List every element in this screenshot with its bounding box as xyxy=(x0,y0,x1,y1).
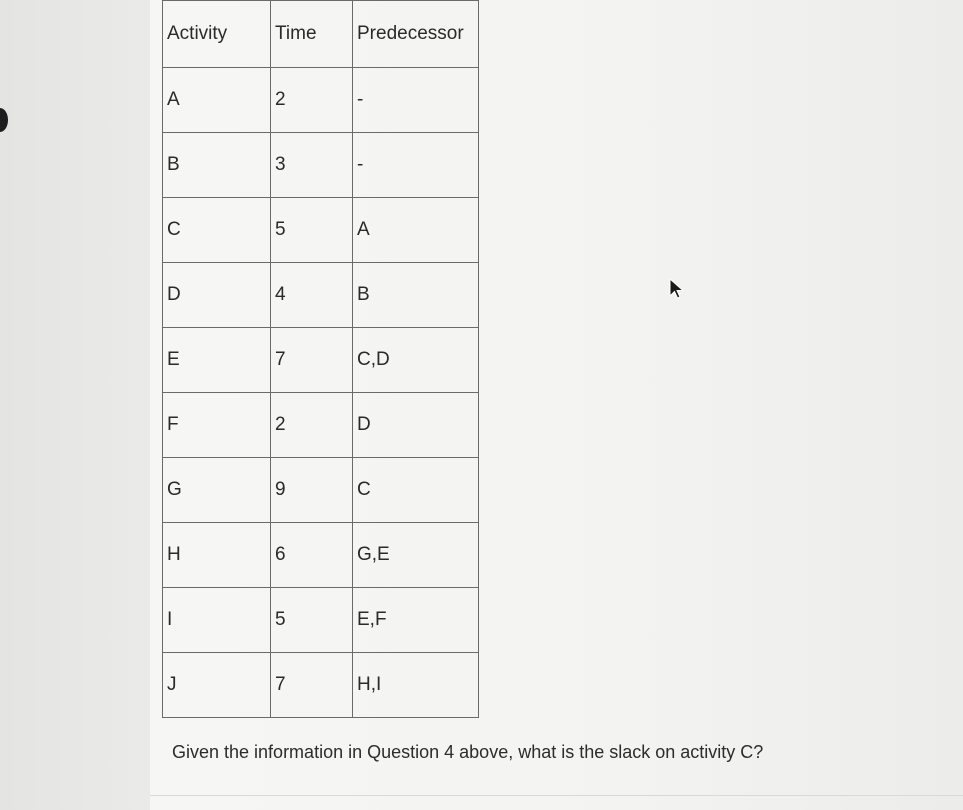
cell-predecessor: H,I xyxy=(353,653,479,718)
cell-predecessor: B xyxy=(353,263,479,328)
cell-time: 9 xyxy=(271,458,353,523)
table-row xyxy=(163,263,479,328)
table-row xyxy=(163,458,479,523)
side-marker-dot xyxy=(0,108,8,132)
cell-time: 3 xyxy=(271,133,353,198)
mouse-pointer-icon xyxy=(668,278,686,300)
cell-activity: D xyxy=(163,263,271,328)
cell-time: 2 xyxy=(271,393,353,458)
table-row xyxy=(163,523,479,588)
cell-predecessor: - xyxy=(353,133,479,198)
cell-activity: J xyxy=(163,653,271,718)
cell-predecessor: C,D xyxy=(353,328,479,393)
table-row xyxy=(163,328,479,393)
header-predecessor: Predecessor xyxy=(353,1,479,68)
cell-time: 4 xyxy=(271,263,353,328)
table-row xyxy=(163,588,479,653)
cell-activity: G xyxy=(163,458,271,523)
activity-table xyxy=(162,0,479,718)
cell-time: 6 xyxy=(271,523,353,588)
cell-activity: H xyxy=(163,523,271,588)
cell-activity: C xyxy=(163,198,271,263)
cell-activity: F xyxy=(163,393,271,458)
table-row xyxy=(163,133,479,198)
cell-time: 2 xyxy=(271,68,353,133)
cell-predecessor: G,E xyxy=(353,523,479,588)
table-row xyxy=(163,653,479,718)
cell-activity: E xyxy=(163,328,271,393)
cell-activity: A xyxy=(163,68,271,133)
table-row xyxy=(163,198,479,263)
cell-predecessor: D xyxy=(353,393,479,458)
cell-time: 5 xyxy=(271,588,353,653)
header-activity: Activity xyxy=(163,1,271,68)
cell-predecessor: A xyxy=(353,198,479,263)
cell-time: 5 xyxy=(271,198,353,263)
cell-predecessor: C xyxy=(353,458,479,523)
table-row xyxy=(163,68,479,133)
cell-predecessor: - xyxy=(353,68,479,133)
table-header-row xyxy=(163,1,479,68)
cell-time: 7 xyxy=(271,328,353,393)
cell-activity: I xyxy=(163,588,271,653)
cell-activity: B xyxy=(163,133,271,198)
divider xyxy=(150,795,963,796)
table-row xyxy=(163,393,479,458)
cell-time: 7 xyxy=(271,653,353,718)
cell-predecessor: E,F xyxy=(353,588,479,653)
question-text: Given the information in Question 4 above, what is the slack on activity C? xyxy=(172,742,764,762)
header-time: Time xyxy=(271,1,353,68)
